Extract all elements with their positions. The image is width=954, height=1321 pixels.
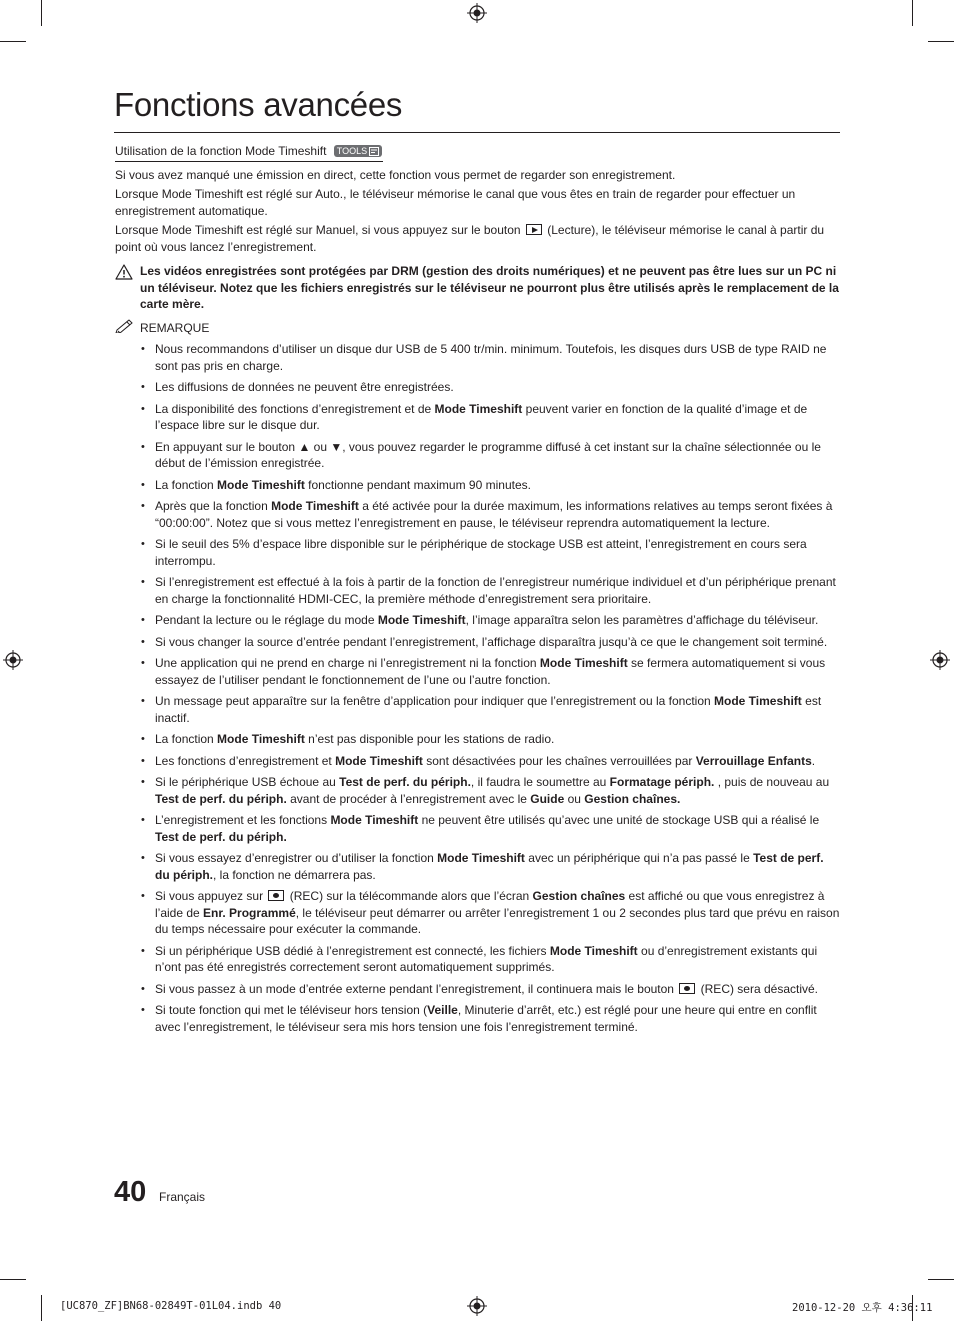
crop-mark (0, 41, 26, 42)
bullet: • (141, 657, 145, 669)
list-item (141, 401, 840, 434)
warning-triangle-icon (115, 264, 133, 280)
text-run: se fermera automatiquement si vous essayez de l’utiliser pendant le fonctionnement de l’une ou l’autre fonction. (155, 656, 826, 687)
list-item (141, 477, 840, 494)
print-timestamp: 2010-12-20 오후 4:36:11 (792, 1302, 933, 1314)
note-list (115, 341, 840, 1035)
crop-mark (928, 41, 954, 42)
section-heading-text: Utilisation de la fonction Mode Timeshift (115, 144, 327, 158)
text-run: , la fonction ne démarrera pas. (213, 867, 376, 882)
text-run: ne peuvent être utilisés qu’avec une unité de stockage USB qui a réalisé le (418, 813, 820, 827)
page-title: Fonctions avancées (114, 86, 403, 123)
text-run: peuvent varier en fonction de la qualité d’image et de l’espace libre sur le disque dur. (155, 401, 808, 432)
bold-term: Enr. Programmé (203, 905, 296, 920)
bold-term: Gestion chaînes (532, 889, 626, 903)
bold-term: Gestion chaînes. (584, 791, 681, 806)
bold-term: Mode Timeshift (714, 694, 802, 708)
bullet: • (141, 343, 145, 355)
bold-term: Mode Timeshift (330, 813, 419, 827)
bold-term: Auto. (315, 187, 344, 201)
bullet: • (141, 982, 145, 995)
text-run: , puis de nouveau au (714, 775, 830, 789)
text-run: Si toute fonction qui met le téléviseur hors tension ( (155, 1003, 428, 1017)
text-run: Nous recommandons d’utiliser un disque dur USB de 5 400 tr/min. minimum. Toutefois, les disques durs USB de type RAID ne sont pas pris en charge. (155, 342, 827, 373)
registration-mark-icon (467, 3, 487, 23)
bold-term: Test de perf. du périph. (155, 851, 824, 882)
registration-mark-icon (3, 650, 23, 670)
bullet: • (141, 733, 145, 745)
list-item (141, 574, 840, 607)
intro-paragraph (115, 186, 840, 219)
list-item (141, 753, 840, 770)
text-run: Si vous changer la source d’entrée pendant l’enregistrement, l’affichage disparaîtra jusqu’à ce que le changement soit terminé. (155, 634, 828, 649)
bold-term: Mode Timeshift (377, 613, 466, 627)
list-item (141, 655, 840, 688)
text-run: , le téléviseur mémorise le canal que vous êtes en train de regarder pour effectuer un enregistrement automatique. (115, 187, 796, 218)
text-run: L’enregistrement et les fonctions (155, 813, 331, 827)
bullet: • (141, 635, 145, 648)
text-run: Si vous appuyez sur (155, 889, 267, 903)
print-file-info: [UC870_ZF]BN68-02849T-01L04.indb 40 (60, 1300, 282, 1312)
bullet: • (141, 695, 145, 707)
list-item (141, 439, 840, 472)
list-item (141, 888, 840, 938)
text-run: Lorsque (115, 223, 162, 237)
bold-term: Mode Timeshift (434, 401, 523, 416)
bullet: • (141, 852, 145, 864)
text-run: La fonction (155, 732, 218, 746)
bold-term: Mode Timeshift (161, 223, 244, 237)
text-run: n’est pas disponible pour les stations de radio. (304, 732, 555, 746)
bold-term: Mode Timeshift (217, 477, 305, 492)
list-item (141, 379, 840, 396)
text-run: Si le périphérique USB échoue au (155, 775, 340, 789)
crop-mark (41, 1295, 42, 1321)
list-item (141, 634, 840, 651)
page-language: Français (159, 1190, 206, 1204)
bold-term: Test de perf. du périph. (155, 791, 287, 806)
bullet: • (141, 776, 145, 788)
registration-mark-icon (467, 1296, 487, 1316)
bold-term: Mode Timeshift (539, 656, 628, 670)
crop-mark (928, 1279, 954, 1280)
bullet: • (141, 814, 145, 826)
section-heading (115, 143, 383, 162)
tools-badge (334, 145, 382, 157)
pencil-note-icon (115, 317, 135, 333)
list-item (141, 943, 840, 976)
text-run: (Lecture), le téléviseur mémorise le canal à partir du point où vous lancez l’enregistrement. (115, 223, 825, 254)
text-run: , l’image apparaîtra selon les paramètres d’affichage du téléviseur. (465, 613, 819, 627)
bold-term: Mode Timeshift (437, 851, 525, 865)
intro-paragraph: Si vous avez manqué une émission en direct, cette fonction vous permet de regarder son enregistrement. (115, 167, 676, 182)
bold-term: Guide (530, 791, 565, 806)
text-run: , si vous appuyez sur le bouton (355, 223, 524, 237)
text-run: Lorsque (115, 187, 162, 201)
text-run: Pendant la lecture ou le réglage du mode (155, 613, 378, 627)
text-run: ou (564, 791, 585, 806)
text-run: , le téléviseur peut démarrer ou arrêter l’enregistrement 1 ou 2 secondes plus tard que prévu en raison du temps nécessaire pour exécuter la commande. (155, 905, 840, 936)
text-run: est affiché ou que vous enregistrez à l’aide de (155, 889, 825, 920)
registration-mark-icon (930, 650, 950, 670)
text-run: est réglé sur (243, 187, 316, 201)
text-run: sont désactivées pour les chaînes verrouillées par (422, 753, 696, 768)
bullet: • (141, 402, 145, 415)
bold-term: Manuel (315, 223, 356, 237)
bold-term: Veille (427, 1003, 458, 1017)
intro-paragraph (115, 222, 840, 255)
text-run: Les fonctions d’enregistrement et (155, 753, 336, 768)
text-run: Si l’enregistrement est effectué à la fois à partir de la fonction de l’enregistreur numérique individuel et d’un périphérique prenant en charge la fonctionnalité HDMI-CEC, la première méthode d’enregistrement sera prioritaire. (155, 575, 836, 606)
text-run: Un message peut apparaître sur la fenêtre d’application pour indiquer que l’enregistrement ou la fonction (155, 694, 715, 708)
text-run: Si un périphérique USB dédié à l’enregistrement est connecté, les fichiers (155, 943, 550, 958)
text-run: , Minuterie d’arrêt, etc.) est réglé pour une heure qui entre en conflit avec l’enregistrement, le téléviseur sera mis hors tension une fois l’enregistrement terminé. (155, 1003, 817, 1034)
list-item (141, 812, 840, 845)
bold-term: Mode Timeshift (335, 753, 423, 768)
bullet: • (141, 500, 145, 512)
list-item (141, 1002, 840, 1035)
bold-term: Test de perf. du périph. (339, 775, 471, 789)
text-run: Si vous passez à un mode d’entrée externe pendant l’enregistrement, il continuera mais le bouton (155, 981, 678, 996)
list-item (141, 981, 840, 998)
bullet: • (141, 614, 145, 626)
tools-icon (369, 147, 379, 156)
text-run: a été activée pour la durée maximum, les informations relatives au temps seront fixées à “00:00:00”. Notez que si vous mettez l’enregistrement en pause, le téléviseur reprendra automatiquement la lecture. (155, 499, 833, 530)
bullet: • (141, 381, 145, 393)
text-run: (REC) sur la télécommande alors que l’écran (286, 889, 533, 903)
bullet: • (141, 538, 145, 550)
bold-term: Mode Timeshift (549, 943, 638, 958)
tools-badge-label: TOOLS (336, 146, 368, 156)
rec-button-icon (268, 890, 284, 901)
caution-block (115, 263, 840, 313)
text-run: est inactif. (155, 694, 822, 725)
text-run: Si le seuil des 5% d’espace libre disponible sur le périphérique de stockage USB est atteint, l’enregistrement en cours sera interrompu. (155, 537, 807, 568)
list-item (141, 612, 840, 629)
bold-term: Mode Timeshift (161, 187, 244, 201)
list-item (141, 850, 840, 883)
list-item (141, 693, 840, 726)
list-item (141, 498, 840, 531)
bullet: • (141, 478, 145, 491)
text-run: Une application qui ne prend en charge ni l’enregistrement ni la fonction (155, 656, 540, 670)
text-run: La disponibilité des fonctions d’enregistrement et de (155, 401, 435, 416)
bullet: • (141, 944, 145, 957)
bold-term: Mode Timeshift (217, 732, 305, 746)
text-run: ou d’enregistrement existants qui n’ont pas été enregistrés correctement seront automatiquement supprimés. (155, 943, 818, 974)
caution-text: Les vidéos enregistrées sont protégées par DRM (gestion des droits numériques) et ne peuvent pas être lues sur un PC ni un téléviseur. Notez que les fichiers enregistrés sur le téléviseur ne pourront plus être utilisés après le remplacement de la carte mère. (140, 264, 839, 311)
bullet: • (141, 754, 145, 767)
text-run: avant de procéder à l’enregistrement avec le (286, 791, 531, 806)
text-run: , il faudra le soumettre au (470, 775, 610, 789)
text-run: (REC) sera désactivé. (697, 981, 819, 996)
text-run: est réglé sur (243, 223, 316, 237)
list-item (141, 341, 840, 374)
note-label: REMARQUE (140, 320, 210, 335)
text-run: La fonction (155, 477, 218, 492)
main-content (115, 143, 840, 1040)
text-run: Si vous essayez d’enregistrer ou d’utiliser la fonction (155, 851, 438, 865)
title-divider (114, 132, 840, 133)
text-run: . (811, 753, 816, 768)
text-run: En appuyant sur le bouton ▲ ou ▼, vous pouvez regarder le programme diffusé à cet instant sur la chaîne sélectionnée ou le début de l’émission enregistrée. (155, 439, 821, 470)
bullet: • (141, 576, 145, 588)
bold-term: Verrouillage Enfants (695, 753, 812, 768)
list-item (141, 536, 840, 569)
crop-mark (912, 0, 913, 26)
bullet: • (141, 1004, 145, 1016)
play-button-icon (526, 224, 542, 235)
crop-mark (0, 1279, 26, 1280)
crop-mark (41, 0, 42, 26)
bold-term: Test de perf. du périph. (155, 829, 287, 844)
page-number: 40 (114, 1176, 147, 1208)
bold-term: Formatage périph. (609, 775, 715, 789)
text-run: fonctionne pendant maximum 90 minutes. (304, 477, 531, 492)
note-block (115, 320, 840, 337)
bullet: • (141, 890, 145, 902)
text-run: Après que la fonction (155, 499, 272, 513)
text-run: Les diffusions de données ne peuvent être enregistrées. (155, 380, 454, 394)
list-item (141, 731, 840, 748)
bullet: • (141, 440, 145, 453)
rec-button-icon (679, 983, 695, 994)
text-run: avec un périphérique qui n’a pas passé le (524, 851, 754, 865)
bold-term: Mode Timeshift (271, 499, 359, 513)
list-item (141, 774, 840, 807)
